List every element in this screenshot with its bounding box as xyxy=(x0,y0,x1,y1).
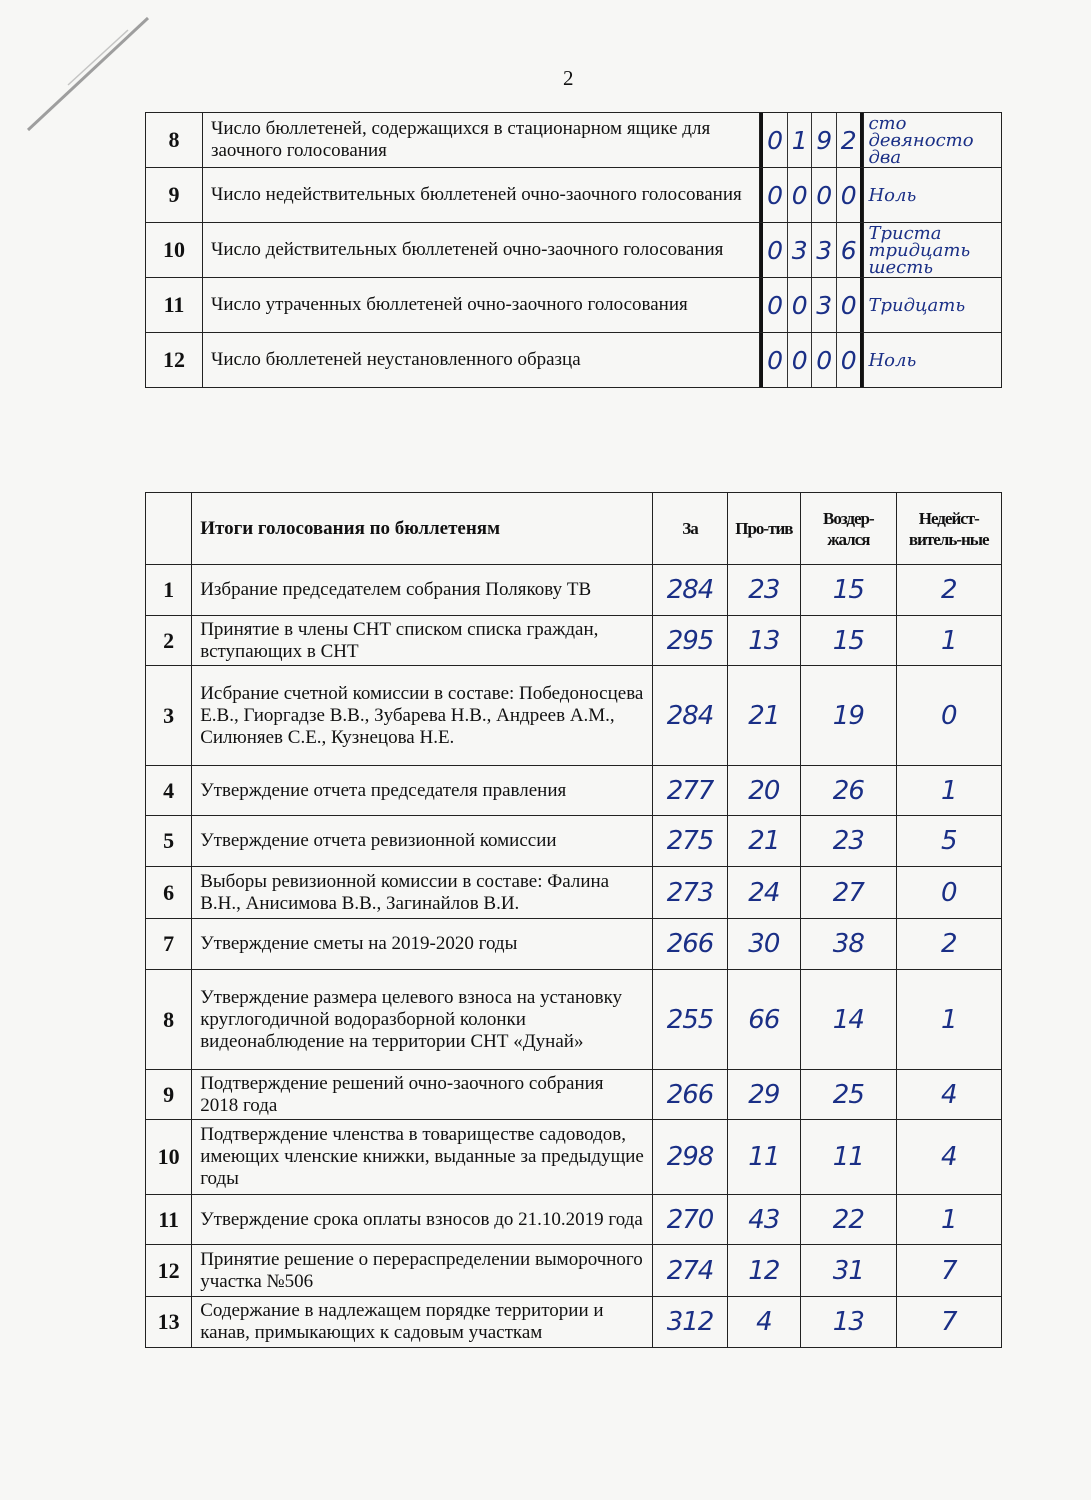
digit-box: 0 xyxy=(840,290,857,320)
votes-abstained: 11 xyxy=(801,1120,896,1195)
votes-abstained: 19 xyxy=(801,666,896,766)
digit-box: 9 xyxy=(812,113,837,167)
header-for: За xyxy=(653,493,727,565)
votes-for: 298 xyxy=(653,1120,727,1195)
votes-invalid: 1 xyxy=(896,616,1001,666)
counts-row xyxy=(146,113,1002,168)
item-description: Принятие в члены СНТ списком списка граждан, вступающих в СНТ xyxy=(192,616,653,666)
row-label: Число недействительных бюллетеней очно-заочного голосования xyxy=(202,168,759,223)
digit-box: 0 xyxy=(763,223,788,277)
votes-invalid: 0 xyxy=(896,666,1001,766)
item-description: Утверждение сметы на 2019-2020 годы xyxy=(192,919,653,970)
votes-against: 30 xyxy=(727,919,801,970)
votes-invalid: 1 xyxy=(896,1195,1001,1245)
votes-abstained: 15 xyxy=(801,565,896,616)
item-number: 4 xyxy=(146,766,192,816)
votes-against: 23 xyxy=(727,565,801,616)
item-description: Утверждение отчета ревизионной комиссии xyxy=(192,816,653,867)
votes-against: 43 xyxy=(727,1195,801,1245)
item-number: 3 xyxy=(146,666,192,766)
item-number: 1 xyxy=(146,565,192,616)
item-number: 2 xyxy=(146,616,192,666)
header-number-column xyxy=(146,493,192,565)
votes-invalid: 1 xyxy=(896,970,1001,1070)
item-number: 11 xyxy=(146,1195,192,1245)
votes-for: 274 xyxy=(653,1245,727,1297)
item-number: 13 xyxy=(146,1297,192,1348)
votes-invalid: 7 xyxy=(896,1245,1001,1297)
digit-box: 0 xyxy=(763,168,788,222)
item-number: 10 xyxy=(146,1120,192,1195)
votes-invalid: 2 xyxy=(896,919,1001,970)
votes-invalid: 4 xyxy=(896,1070,1001,1120)
digit-box: 0 xyxy=(788,278,813,332)
votes-abstained: 15 xyxy=(801,616,896,666)
votes-abstained: 13 xyxy=(801,1297,896,1348)
digit-box: 6 xyxy=(840,235,857,265)
votes-abstained: 25 xyxy=(801,1070,896,1120)
digit-box: 0 xyxy=(840,345,857,375)
results-header-row xyxy=(146,493,1002,565)
results-row xyxy=(146,816,1002,867)
digit-boxes xyxy=(760,333,864,388)
digit-box: 0 xyxy=(812,333,837,387)
row-number: 9 xyxy=(146,168,203,223)
counts-row xyxy=(146,168,1002,223)
item-number: 7 xyxy=(146,919,192,970)
votes-against: 11 xyxy=(727,1120,801,1195)
digit-box: 0 xyxy=(763,278,788,332)
votes-against: 21 xyxy=(727,666,801,766)
counts-row xyxy=(146,223,1002,278)
votes-against: 29 xyxy=(727,1070,801,1120)
votes-against: 12 xyxy=(727,1245,801,1297)
votes-for: 266 xyxy=(653,919,727,970)
item-description: Подтверждение членства в товариществе садоводов, имеющих членские книжки, выданные за предыдущие годы xyxy=(192,1120,653,1195)
votes-against: 24 xyxy=(727,867,801,919)
amount-in-words xyxy=(864,113,1002,168)
votes-abstained: 14 xyxy=(801,970,896,1070)
row-number: 12 xyxy=(146,333,203,388)
row-number: 11 xyxy=(146,278,203,333)
digit-box: 3 xyxy=(812,223,837,277)
item-description: Утверждение отчета председателя правления xyxy=(192,766,653,816)
item-number: 8 xyxy=(146,970,192,1070)
row-number: 10 xyxy=(146,223,203,278)
handwritten-words: сто девяносто два xyxy=(868,112,974,168)
votes-invalid: 1 xyxy=(896,766,1001,816)
item-number: 6 xyxy=(146,867,192,919)
amount-in-words xyxy=(864,278,1002,333)
results-row xyxy=(146,1245,1002,1297)
row-label: Число бюллетеней неустановленного образца xyxy=(202,333,759,388)
digit-boxes xyxy=(760,113,864,168)
votes-abstained: 31 xyxy=(801,1245,896,1297)
item-number: 9 xyxy=(146,1070,192,1120)
item-number: 5 xyxy=(146,816,192,867)
votes-invalid: 7 xyxy=(896,1297,1001,1348)
amount-in-words xyxy=(864,168,1002,223)
votes-for: 277 xyxy=(653,766,727,816)
digit-box: 3 xyxy=(788,223,813,277)
votes-invalid: 4 xyxy=(896,1120,1001,1195)
votes-for: 312 xyxy=(653,1297,727,1348)
scan-fold-mark xyxy=(8,10,158,150)
votes-for: 284 xyxy=(653,565,727,616)
item-description: Подтверждение решений очно-заочного собрания 2018 года xyxy=(192,1070,653,1120)
votes-for: 266 xyxy=(653,1070,727,1120)
item-number: 12 xyxy=(146,1245,192,1297)
item-description: Принятие решение о перераспределении выморочного участка №506 xyxy=(192,1245,653,1297)
results-row xyxy=(146,666,1002,766)
handwritten-words: Ноль xyxy=(868,184,917,206)
votes-against: 13 xyxy=(727,616,801,666)
votes-for: 284 xyxy=(653,666,727,766)
votes-for: 295 xyxy=(653,616,727,666)
digit-box: 0 xyxy=(788,333,813,387)
amount-in-words xyxy=(864,333,1002,388)
row-label: Число бюллетеней, содержащихся в стационарном ящике для заочного голосования xyxy=(202,113,759,168)
digit-box: 2 xyxy=(840,125,857,155)
voting-results-table xyxy=(145,492,1002,1348)
item-description: Избрание председателем собрания Полякову ТВ xyxy=(192,565,653,616)
row-number: 8 xyxy=(146,113,203,168)
ballot-counts-table xyxy=(145,112,1002,388)
digit-box: 1 xyxy=(788,113,813,167)
header-abstained: Воздер-жался xyxy=(801,493,896,565)
votes-invalid: 5 xyxy=(896,816,1001,867)
row-label: Число действительных бюллетеней очно-заочного голосования xyxy=(202,223,759,278)
results-row xyxy=(146,1120,1002,1195)
votes-abstained: 23 xyxy=(801,816,896,867)
votes-against: 66 xyxy=(727,970,801,1070)
row-label: Число утраченных бюллетеней очно-заочного голосования xyxy=(202,278,759,333)
digit-box: 0 xyxy=(763,113,788,167)
digit-boxes xyxy=(760,168,864,223)
counts-row xyxy=(146,333,1002,388)
header-title: Итоги голосования по бюллетеням xyxy=(192,493,653,565)
results-row xyxy=(146,1297,1002,1348)
votes-invalid: 2 xyxy=(896,565,1001,616)
votes-for: 255 xyxy=(653,970,727,1070)
votes-against: 21 xyxy=(727,816,801,867)
results-row xyxy=(146,1070,1002,1120)
digit-boxes xyxy=(760,223,864,278)
page-number: 2 xyxy=(563,66,574,90)
digit-box: 0 xyxy=(840,180,857,210)
handwritten-words: Ноль xyxy=(868,349,917,371)
handwritten-words: Триста тридцать шесть xyxy=(868,222,971,278)
results-row xyxy=(146,565,1002,616)
item-description: Утверждение размера целевого взноса на установку круглогодичной водоразборной колонки видеонаблюдение на территории СНТ «Дунай» xyxy=(192,970,653,1070)
results-row xyxy=(146,766,1002,816)
digit-box: 0 xyxy=(812,168,837,222)
amount-in-words xyxy=(864,223,1002,278)
results-row xyxy=(146,616,1002,666)
votes-for: 270 xyxy=(653,1195,727,1245)
votes-for: 275 xyxy=(653,816,727,867)
votes-abstained: 22 xyxy=(801,1195,896,1245)
header-against: Про-тив xyxy=(727,493,801,565)
votes-invalid: 0 xyxy=(896,867,1001,919)
header-invalid: Недейст-витель-ные xyxy=(896,493,1001,565)
votes-against: 4 xyxy=(727,1297,801,1348)
digit-box: 3 xyxy=(812,278,837,332)
results-row xyxy=(146,919,1002,970)
counts-row xyxy=(146,278,1002,333)
digit-box: 0 xyxy=(788,168,813,222)
digit-boxes xyxy=(760,278,864,333)
results-row xyxy=(146,970,1002,1070)
item-description: Исбрание счетной комиссии в составе: Победоносцева Е.В., Гиоргадзе В.В., Зубарева Н.В., Андреев А.М., Силюняев С.Е., Кузнецова Н.Е. xyxy=(192,666,653,766)
votes-abstained: 38 xyxy=(801,919,896,970)
votes-against: 20 xyxy=(727,766,801,816)
handwritten-words: Тридцать xyxy=(868,294,966,316)
results-row xyxy=(146,867,1002,919)
results-row xyxy=(146,1195,1002,1245)
item-description: Содержание в надлежащем порядке территории и канав, примыкающих к садовым участкам xyxy=(192,1297,653,1348)
digit-box: 0 xyxy=(763,333,788,387)
votes-abstained: 27 xyxy=(801,867,896,919)
votes-abstained: 26 xyxy=(801,766,896,816)
item-description: Утверждение срока оплаты взносов до 21.10.2019 года xyxy=(192,1195,653,1245)
item-description: Выборы ревизионной комиссии в составе: Фалина В.Н., Анисимова В.В., Загинайлов В.И. xyxy=(192,867,653,919)
votes-for: 273 xyxy=(653,867,727,919)
